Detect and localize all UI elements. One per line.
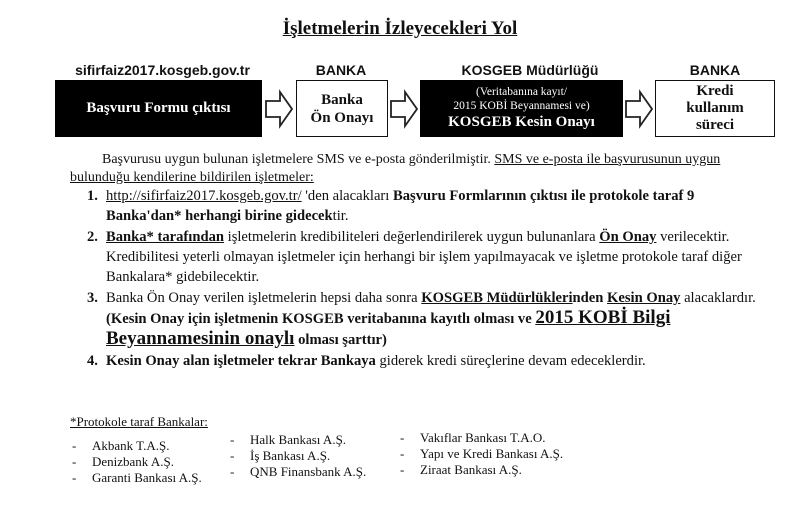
step-number: 1. [87,188,98,204]
step-1-end: tir. [332,208,349,224]
step-3 [87,288,766,350]
flow-label-bank-2: BANKA [689,62,741,78]
flow-box-credit-usage-line-3: süreci [695,117,735,133]
page-title: İşletmelerin İzleyecekleri Yol [282,18,518,39]
step-3-text-2: alacaklardır. [680,290,756,306]
step-3-text-1: Banka Ön Onay verilen işletmelerin hepsi daha sonra [106,290,422,306]
flow-box-application-form-text: Başvuru Formu çıktısı [86,100,231,116]
flow-box-kosgeb-line-1: (Veritabanına kayıt/ [475,86,567,98]
flow-box-kosgeb-final-approval [420,80,623,137]
step-3-declaration: 2015 KOBİ Bilgi Beyannamesinin onaylı [106,307,671,349]
step-4-bold: Kesin Onay alan işletmeler tekrar Bankaya [106,353,376,369]
steps-list [87,186,766,372]
flow-box-credit-usage-line-1: Kredi [696,83,734,99]
bank-item: - Halk Bankası A.Ş. [230,432,347,447]
arrow-right-icon [264,89,294,129]
flow-box-bank-pre-approval-line-2: Ön Onayı [310,109,374,126]
bank-item: - Yapı ve Kredi Bankası A.Ş. [400,446,564,461]
flow-box-credit-usage [655,80,775,137]
arrow-right-icon [624,89,654,129]
step-2-text-1: işletmelerin kredibiliteleri değerlendirilerek uygun bulunanlara [224,229,600,245]
flow-box-bank-pre-approval [296,80,388,137]
intro-paragraph [70,151,760,187]
step-4 [87,351,766,371]
step-4-text: giderek kredi süreçlerine devam edeceklerdir. [375,353,646,369]
bank-item: - QNB Finansbank A.Ş. [230,464,367,479]
bank-item: - Denizbank A.Ş. [72,454,174,469]
step-3-condition: (Kesin Onay için işletmenin KOSGEB veritabanına kayıtlı olması ve [106,311,536,327]
flow-box-bank-pre-approval-line-1: Banka [321,91,363,108]
flow-box-kosgeb-line-3: KOSGEB Kesin Onayı [448,114,595,130]
step-number: 2. [87,229,98,245]
flow-box-application-form [55,80,262,137]
step-2-bank: Banka* tarafından [106,229,224,245]
flow-label-bank-1: BANKA [315,62,367,78]
kosgeb-link[interactable]: http://sifirfaiz2017.kosgeb.gov.tr/ [106,188,302,204]
step-2-text-2: verilecektir. Kredibilitesi yeterli olmayan işletmeler için herhangi bir işlem yapılmayacak ve işletme protokole taraf diğer Bankalara* gidebilecektir. [106,229,742,285]
step-number: 4. [87,353,98,369]
step-3-suffix: nden [572,290,604,306]
flow-label-website: sifirfaiz2017.kosgeb.gov.tr [75,62,250,78]
banks-title: *Protokole taraf Bankalar: [70,414,208,429]
banks-column-3 [400,430,563,478]
flow-box-kosgeb-line-2: 2015 KOBİ Beyannamesi ve) [453,100,590,112]
intro-underlined: SMS ve e-posta ile başvurusunun uygun bulunduğu kendilerine bildirilen işletmeler: [70,152,721,185]
bank-item: - Garanti Bankası A.Ş. [72,470,202,485]
intro-text: Başvurusu uygun bulunan işletmelere SMS ve e-posta gönderilmiştir. [102,152,495,167]
bank-item: - Akbank T.A.Ş. [72,438,170,453]
bank-item: - İş Bankası A.Ş. [230,448,331,463]
step-3-final-approval: Kesin Onay [607,290,681,306]
flow-box-credit-usage-line-2: kullanım [686,100,744,116]
step-1 [87,186,766,226]
banks-column-2 [230,432,366,480]
bank-item: - Vakıflar Bankası T.A.O. [400,430,546,445]
banks-column-1 [72,438,202,486]
step-3-kosgeb: KOSGEB Müdürlükleri [421,290,573,306]
bank-item: - Ziraat Bankası A.Ş. [400,462,522,477]
step-1-text: 'den alacakları [301,188,393,204]
step-2-pre-approval: Ön Onay [599,229,657,245]
step-number: 3. [87,290,98,306]
arrow-right-icon [389,89,419,129]
step-2 [87,227,766,287]
step-3-condition-end: olması şarttır) [294,332,387,348]
flow-label-kosgeb: KOSGEB Müdürlüğü [461,62,599,78]
step-1-bold: Başvuru Formlarının çıktısı ile protokole taraf 9 Banka'dan* herhangi birine gidecek [106,188,695,224]
